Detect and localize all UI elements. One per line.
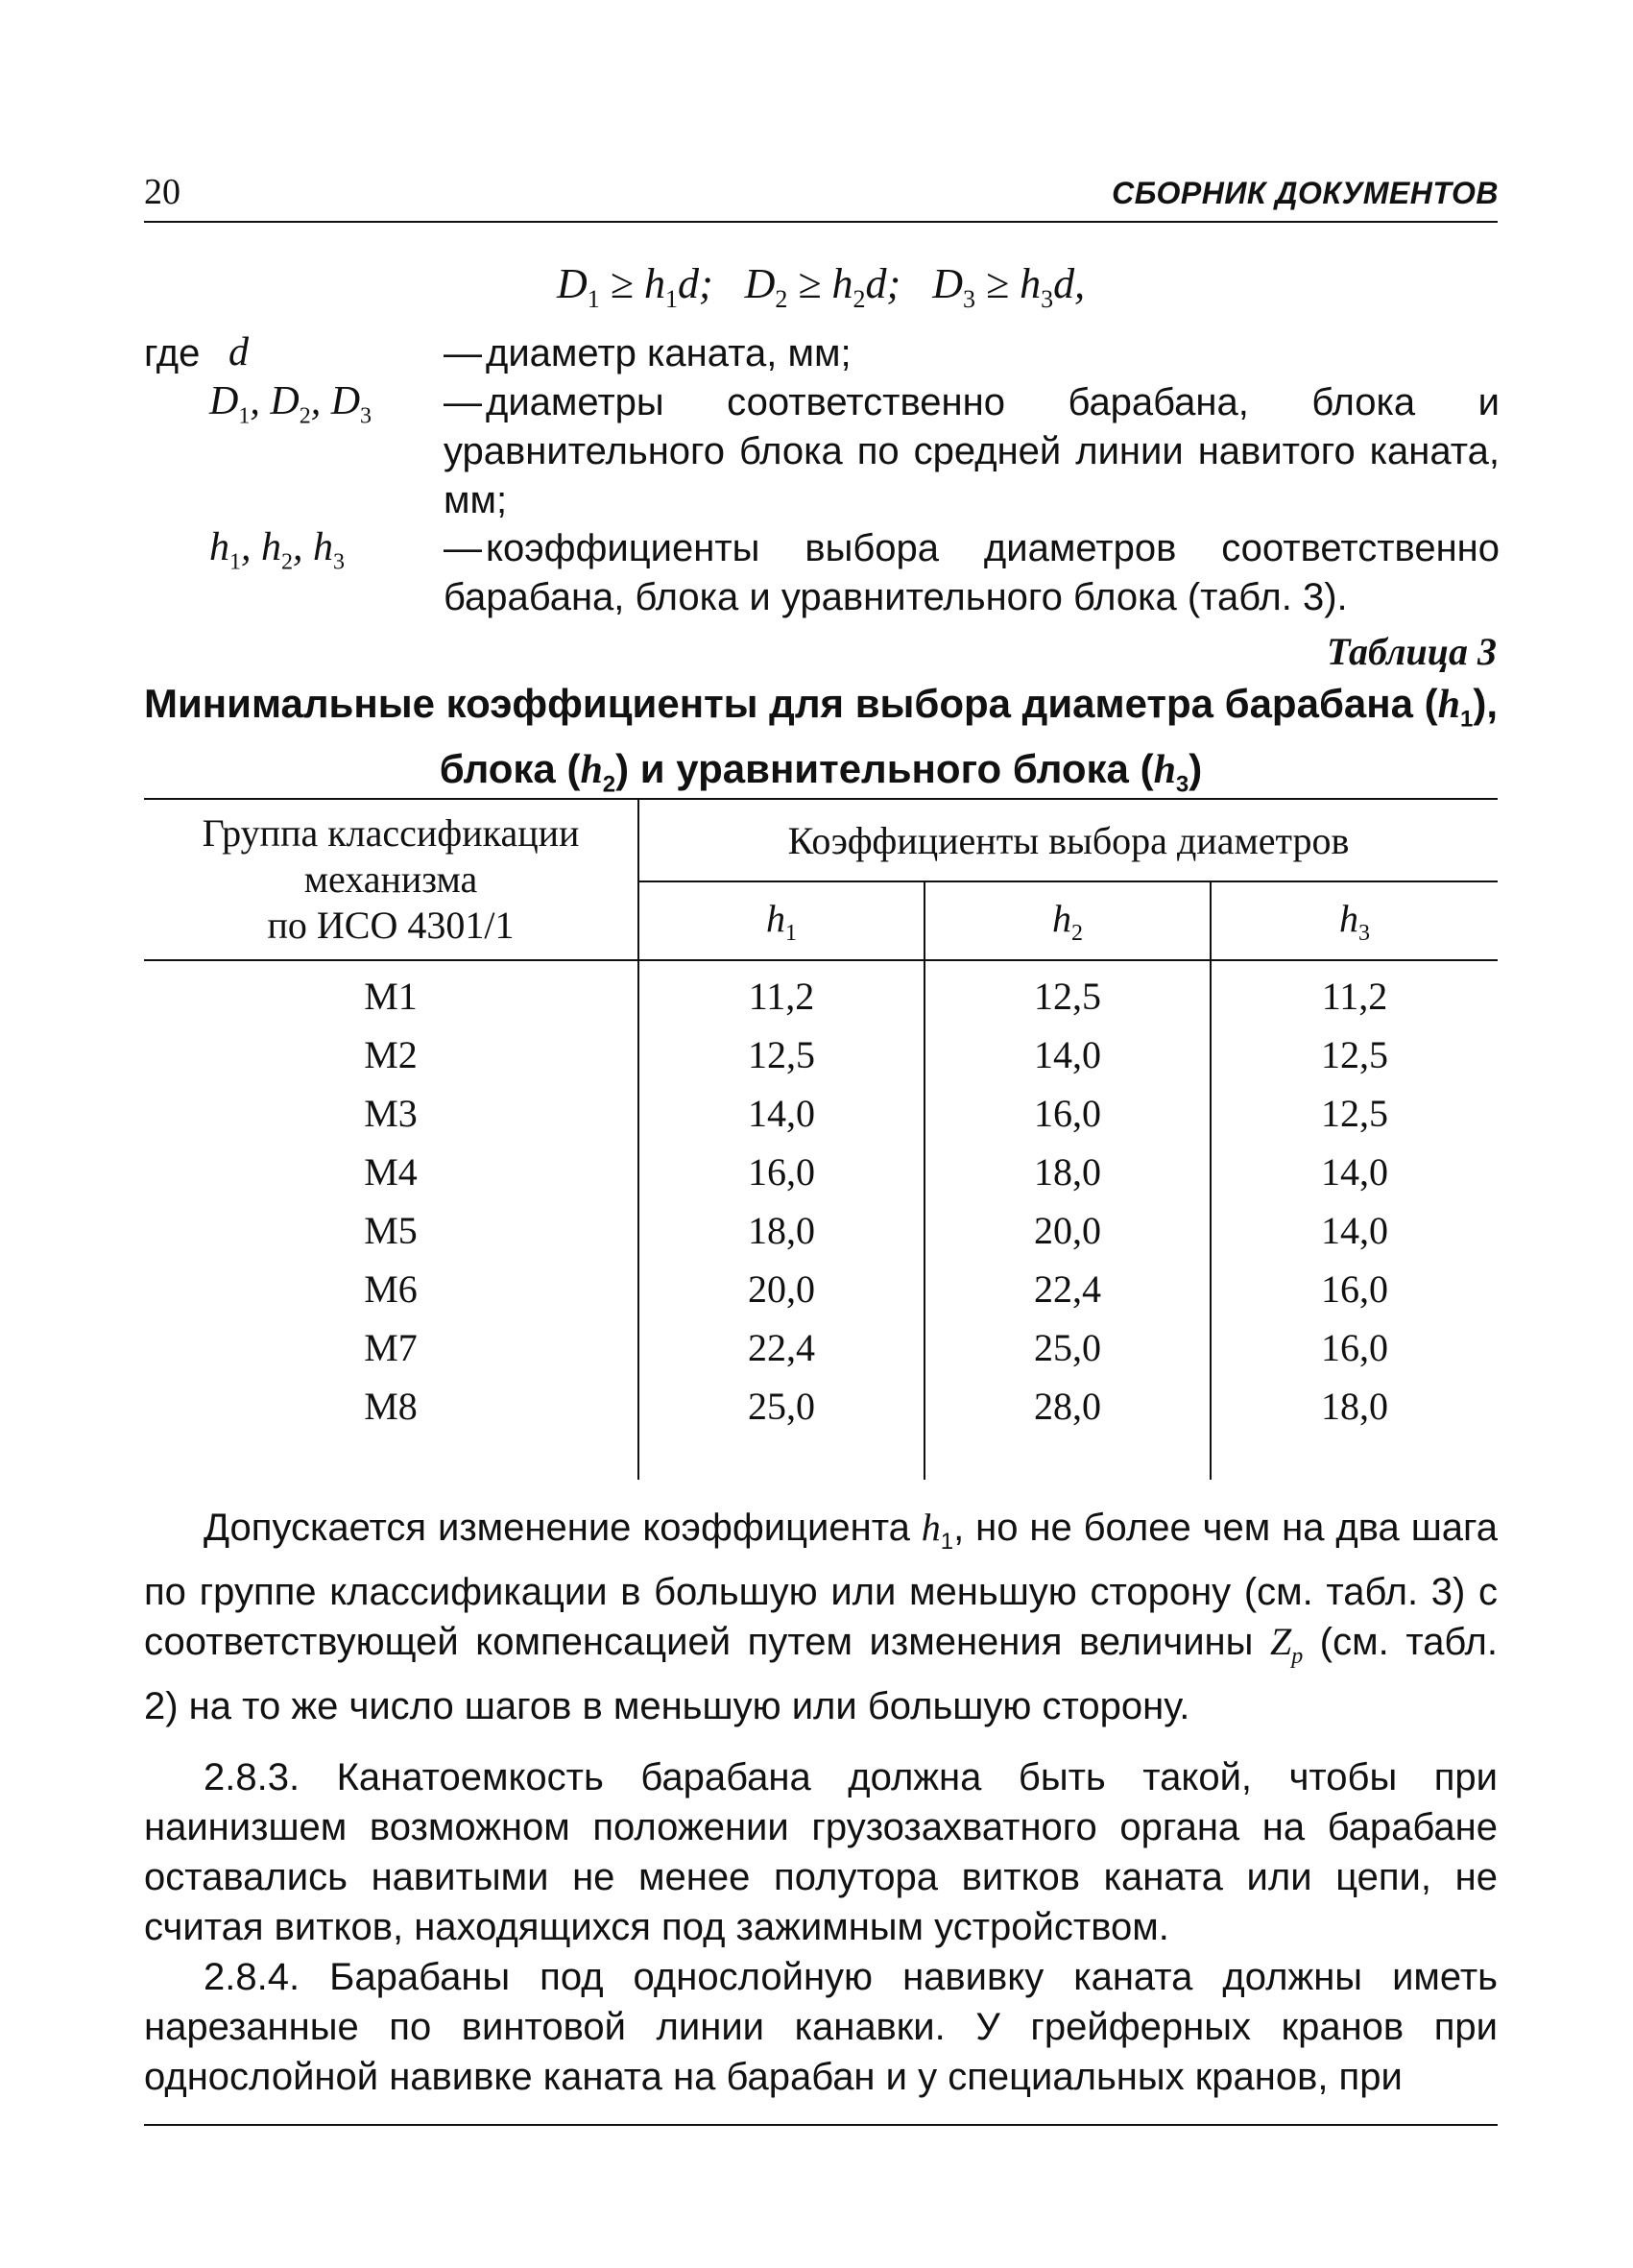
where-label: где bbox=[144, 332, 201, 374]
formula: $D_1 \ge h_1d$; $D_2 \ge h_2d$; $D_3 \ge h_3d$, bbox=[557, 260, 1086, 313]
table-row bbox=[144, 1201, 1498, 1260]
cell-h2: 16,0 bbox=[925, 1084, 1211, 1143]
cell-h3: 16,0 bbox=[1321, 1326, 1388, 1369]
definition-symbol-D: $D_1$, $D_2$, $D_3$ bbox=[209, 379, 372, 429]
cell-group: M3 bbox=[144, 1084, 638, 1143]
cell-h1: 22,4 bbox=[638, 1318, 925, 1377]
cell-h2: 25,0 bbox=[925, 1318, 1211, 1377]
cell-h3: 12,5 bbox=[1321, 1092, 1388, 1135]
definition-h: — коэффициенты выбора диаметров соответственно барабана, блока и уравнительного блока (табл. 3). bbox=[444, 527, 1500, 618]
footer-rule bbox=[144, 2124, 1498, 2126]
cell-group: M7 bbox=[144, 1318, 638, 1377]
cell-group: M4 bbox=[144, 1143, 638, 1201]
cell-group: M8 bbox=[144, 1377, 638, 1480]
cell-h2: 18,0 bbox=[925, 1143, 1211, 1201]
running-title: СБОРНИК ДОКУМЕНТОВ bbox=[1112, 176, 1499, 210]
column-header-coefficients: Коэффициенты выбора диаметров bbox=[638, 800, 1498, 881]
paragraph-2-8-4: 2.8.4. Барабаны под однослойную навивку каната должны иметь нарезанные по винтовой линии канавки. У грейферных кранов при однослойной навивке каната на барабан и у специальных кранов, при bbox=[144, 1956, 1498, 2098]
cell-group: M1 bbox=[144, 960, 638, 1025]
definition-D: — диаметры соответственно барабана, блока и уравнительного блока по средней линии навитого каната, мм; bbox=[444, 381, 1500, 521]
table-row bbox=[144, 1025, 1498, 1084]
cell-h1: 18,0 bbox=[638, 1201, 925, 1260]
cell-group: M5 bbox=[144, 1201, 638, 1260]
paragraph-coefficient-change: Допускается изменение коэффициента $h_1$, но не более чем на два шага по группе классификации в большую или меньшую сторону (см. табл. 3) с соответствующей компенсацией путем изменения величины $Z_p$ (см. табл. 2) на то же число шагов в меньшую или большую сторону. bbox=[144, 1506, 1498, 1727]
table-title: Минимальные коэффициенты для выбора диаметра барабана $(h_1)$, блока $(h_2)$ и уравнительного блока $(h_3)$ bbox=[144, 681, 1499, 798]
table-row bbox=[144, 1318, 1498, 1377]
cell-h3: 11,2 bbox=[1321, 975, 1388, 1018]
coefficients-table bbox=[144, 800, 1498, 1480]
table-row bbox=[144, 1377, 1498, 1480]
cell-h3: 16,0 bbox=[1321, 1267, 1388, 1311]
cell-h2: 14,0 bbox=[925, 1025, 1211, 1084]
cell-group: M6 bbox=[144, 1260, 638, 1318]
cell-h3: 14,0 bbox=[1321, 1209, 1388, 1252]
cell-h2: 22,4 bbox=[925, 1260, 1211, 1318]
cell-h1: 25,0 bbox=[638, 1377, 925, 1480]
cell-h1: 11,2 bbox=[638, 960, 925, 1025]
table-row bbox=[144, 1260, 1498, 1318]
cell-h1: 14,0 bbox=[638, 1084, 925, 1143]
definition-symbol-h: $h_1$, $h_2$, $h_3$ bbox=[209, 525, 345, 575]
definition-symbol-d: d bbox=[228, 330, 249, 374]
definition-d: — диаметр каната, мм; bbox=[444, 332, 852, 374]
paragraph-2-8-3: 2.8.3. Канатоемкость барабана должна быть такой, чтобы при наинизшем возможном положении грузозахватного органа на барабане оставались навитыми не менее полутора витков каната или цепи, не считая витков, находящихся под зажимным устройством. bbox=[144, 1756, 1498, 1948]
cell-h2: 12,5 bbox=[925, 960, 1211, 1025]
cell-h2: 28,0 bbox=[925, 1377, 1211, 1480]
cell-h1: 16,0 bbox=[638, 1143, 925, 1201]
column-header-group: Группа классификации механизма по ИСО 4301/1 bbox=[144, 800, 638, 960]
cell-group: M2 bbox=[144, 1025, 638, 1084]
cell-h2: 20,0 bbox=[925, 1201, 1211, 1260]
cell-h1: 20,0 bbox=[638, 1260, 925, 1318]
table-row bbox=[144, 960, 1498, 1025]
column-header-h3: $h_3$ bbox=[1211, 881, 1498, 960]
cell-h3: 12,5 bbox=[1321, 1033, 1388, 1076]
table-row bbox=[144, 1084, 1498, 1143]
column-header-h2: $h_2$ bbox=[925, 881, 1211, 960]
cell-h3: 14,0 bbox=[1321, 1150, 1388, 1194]
header-rule bbox=[144, 221, 1498, 223]
table-row bbox=[144, 1143, 1498, 1201]
table-number: Таблица 3 bbox=[1327, 630, 1497, 673]
cell-h1: 12,5 bbox=[638, 1025, 925, 1084]
page-number: 20 bbox=[144, 172, 180, 212]
cell-h3: 18,0 bbox=[1321, 1385, 1388, 1428]
column-header-h1: $h_1$ bbox=[638, 881, 925, 960]
